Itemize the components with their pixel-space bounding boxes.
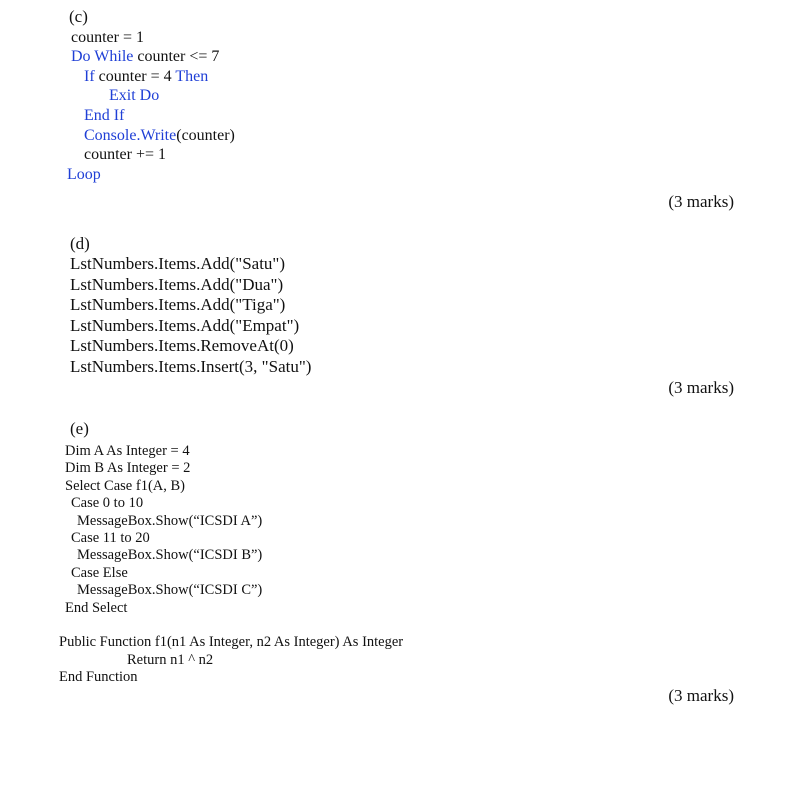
code-text: (counter) [176, 127, 235, 144]
code-line: Case 11 to 20 [71, 530, 150, 546]
code-line: LstNumbers.Items.Add("Empat") [70, 316, 300, 335]
code-line: Case Else [71, 565, 128, 581]
code-line [84, 128, 235, 144]
keyword: Then [175, 68, 209, 85]
code-line: MessageBox.Show(“ICSDI B”) [77, 547, 263, 563]
marks-label: (3 marks) [668, 192, 734, 211]
code-line: LstNumbers.Items.Add("Tiga") [70, 295, 286, 314]
question-label-e: (e) [70, 419, 89, 438]
code-line: Return n1 ^ n2 [127, 652, 214, 668]
code-line: Dim A As Integer = 4 [65, 443, 190, 459]
keyword: End If [84, 107, 125, 124]
code-line [84, 69, 208, 85]
code-line: LstNumbers.Items.Add("Dua") [70, 275, 284, 294]
code-line: End Function [59, 669, 138, 685]
keyword: Loop [67, 166, 101, 183]
question-label-d: (d) [70, 234, 90, 253]
code-line: counter = 1 [71, 29, 144, 46]
code-line: counter += 1 [84, 146, 167, 163]
code-line: LstNumbers.Items.RemoveAt(0) [70, 336, 294, 355]
keyword: Do While [71, 48, 134, 65]
code-line: MessageBox.Show(“ICSDI A”) [77, 513, 263, 529]
code-line: MessageBox.Show(“ICSDI C”) [77, 582, 263, 598]
code-line: LstNumbers.Items.Insert(3, "Satu") [70, 357, 312, 376]
code-line: LstNumbers.Items.Add("Satu") [70, 254, 286, 273]
keyword: Console.Write [84, 127, 177, 144]
code-line: End Select [65, 600, 128, 616]
marks-label: (3 marks) [668, 378, 734, 397]
code-line: Dim B As Integer = 2 [65, 460, 191, 476]
code-line: Case 0 to 10 [71, 495, 144, 511]
code-text: counter = 4 [94, 68, 176, 85]
keyword: Exit Do [109, 87, 160, 104]
marks-label: (3 marks) [668, 686, 734, 705]
code-line: Public Function f1(n1 As Integer, n2 As Integer) As Integer [59, 634, 404, 650]
code-text: counter <= 7 [133, 48, 220, 65]
code-line: Select Case f1(A, B) [65, 478, 185, 494]
question-label-c: (c) [69, 7, 88, 26]
keyword: If [84, 68, 95, 85]
code-line [71, 49, 219, 65]
